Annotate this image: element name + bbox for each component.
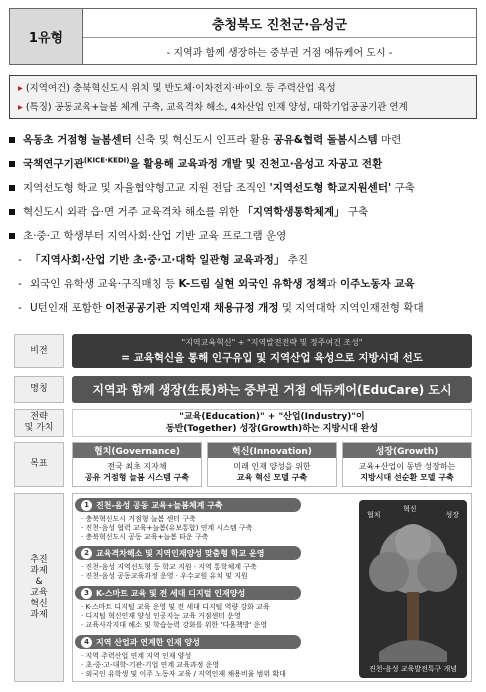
label-name: 명칭 xyxy=(14,376,64,403)
task-1-header: 1 진천-음성 공동 교육+늘봄체계 구축 xyxy=(75,498,301,512)
header-right xyxy=(83,9,476,64)
tree-illustration xyxy=(359,500,467,678)
label-tasks: 추진 과제 & 교육 혁신 과제 xyxy=(14,493,64,682)
square-bullet-icon xyxy=(9,209,15,215)
task-4-header: 4 지역 산업과 연계한 인재 양성 xyxy=(75,635,301,649)
bullet-item: 옥동초 거점형 늘봄센터 신축 및 혁신도시 인프라 활용 공유&협력 돌봄시스템 마련 xyxy=(9,132,401,147)
arrow-icon: ▸ xyxy=(18,83,23,94)
task-2-item: · 진천-음성 공동교육과정 운영 · 우수교원 유치 및 지원 xyxy=(81,572,248,580)
task-3-item: · K-스마트 디지털 교육 운영 및 전 세대 디지털 역량 강화 교육 xyxy=(81,603,270,611)
sub-bullet-item: - 외국인 유학생 교육·구직매칭 등 K-드림 실현 외국인 유학생 정책과 이주노동자 교육 xyxy=(18,278,415,290)
task-2-header: 2 교육격차해소 및 지역인재양성 맞춤형 학교 운영 xyxy=(75,546,301,560)
goal-growth: 성장(Growth) 교육+산업이 동반 성장하는 지방시대 선순환 모델 구축 xyxy=(342,442,472,487)
arrow-icon: ▸ xyxy=(18,102,23,113)
square-bullet-icon xyxy=(9,233,15,239)
vision-diagram xyxy=(14,332,476,684)
bullet-item: 국책연구기관$^{(KICE\cdot KEDI)}$을 활용해 교육과정 개발 및 진천고·음성고 자공고 전환 xyxy=(9,156,382,171)
square-bullet-icon xyxy=(9,137,15,143)
goal-innovation: 혁신(Innovation) 미래 인재 양성을 위한 교육 혁신 모델 구축 xyxy=(207,442,337,487)
task-3-header: 3 K-스마트 교육 및 전 세대 디지털 인재양성 xyxy=(75,586,301,600)
bullet-item: 지역선도형 학교 및 자율협약형고교 지원 전담 조직인 '지역선도형 학교지원센터' 구축 xyxy=(9,180,415,195)
task-4-item: · 초·중·고-대학-기관-기업 연계 교육과정 운영 xyxy=(81,661,220,669)
tree-label-right: 성장 xyxy=(445,511,459,519)
tree-label-left: 협치 xyxy=(367,511,381,519)
goal-governance: 협치(Governance) 전국 최초 지자체 공유 거점형 늘봄 시스템 구축 xyxy=(72,442,202,487)
context-line-2: ▸ (특징) 공동교육+늘봄 체계 구축, 교육격차 해소, 4차산업 인재 양성, 대학기업공공기관 연계 xyxy=(18,102,408,113)
sub-bullet-item: - U턴인재 포함한 이전공공기관 지역인재 채용규정 개정 및 지역대학 지역인재전형 확대 xyxy=(18,302,424,314)
task-1-item: · 충북혁신도시 공동 교육+늘봄 타운 구축 xyxy=(81,533,209,541)
strategy-line-1: "교육(Education)" + "산업(Industry)"이 xyxy=(179,412,365,422)
tree-caption: 진천-음성 교육발전특구 개념 xyxy=(368,665,458,673)
header-box xyxy=(9,8,477,65)
tasks-panel xyxy=(72,493,472,682)
vision-main: = 교육혁신을 통해 인구유입 및 지역산업 육성으로 지방시대 선도 xyxy=(121,352,423,364)
context-line-1: ▸ (지역여건) 충북혁신도시 위치 및 반도체·이차전지·바이오 등 주력산업 육성 xyxy=(18,83,336,94)
square-bullet-icon xyxy=(9,185,15,191)
task-3-item: · 교육사각지대 해소 및 학습능력 강화를 위한 '다움책방' 운영 xyxy=(81,621,268,629)
bullet-item: 혁신도시 외곽 읍·면 거주 교육격차 해소를 위한 「지역학생통학체계」 구축 xyxy=(9,204,368,219)
name-box: 지역과 함께 생장(生長)하는 중부권 거점 에듀케어(EduCare) 도시 xyxy=(72,376,472,403)
task-1-item: · 충북혁신도시 거점형 늘봄 센터 구축 xyxy=(81,515,196,523)
strategy-box xyxy=(72,409,472,437)
task-3-item: · 디지털 혁신인재 양성 인공지능 교육 거점센터 운영 xyxy=(81,612,241,620)
task-2-item: · 진천-음성 지역선도형 등 학교 지원 · 지역 통학체계 구축 xyxy=(81,563,257,571)
page-subtitle: - 지역과 함께 생장하는 중부권 거점 에듀케어 도시 - xyxy=(166,47,393,59)
type-label: 1유형 xyxy=(10,9,83,64)
page-title: 충청북도 진천군·음성군 xyxy=(83,9,476,38)
vision-box xyxy=(72,334,472,368)
bullet-item: 초·중·고 학생부터 지역사회·산업 기반 교육 프로그램 운영 xyxy=(9,228,286,243)
square-bullet-icon xyxy=(9,161,15,167)
context-box xyxy=(9,75,477,119)
task-1-item: · 진천-음성 협력 교육+늘봄(유보통합) 연계 시스템 구축 xyxy=(81,524,253,532)
label-goal: 목표 xyxy=(14,442,64,487)
strategy-line-2: 동반(Together) 성장(Growth)하는 지방시대 완성 xyxy=(165,424,379,434)
label-strategy: 전략 및 가치 xyxy=(14,409,64,437)
task-4-item: · 지역 주력산업 연계 지역 인재 양성 xyxy=(81,652,192,660)
tree-label-top: 혁신 xyxy=(403,505,417,513)
tree-icon xyxy=(359,500,467,678)
task-4-item: · 외국인 유학생 및 이주 노동자 교육 / 지역인재 채용비율 범위 확대 xyxy=(81,670,286,678)
sub-bullet-item: - 「지역사회·산업 기반 초·중·고·대학 일관형 교육과정」 추진 xyxy=(18,254,309,266)
label-vision: 비전 xyxy=(14,334,64,368)
vision-top: "지역교육혁신" + "지역발전전략 및 정주여건 조성" xyxy=(181,338,363,347)
